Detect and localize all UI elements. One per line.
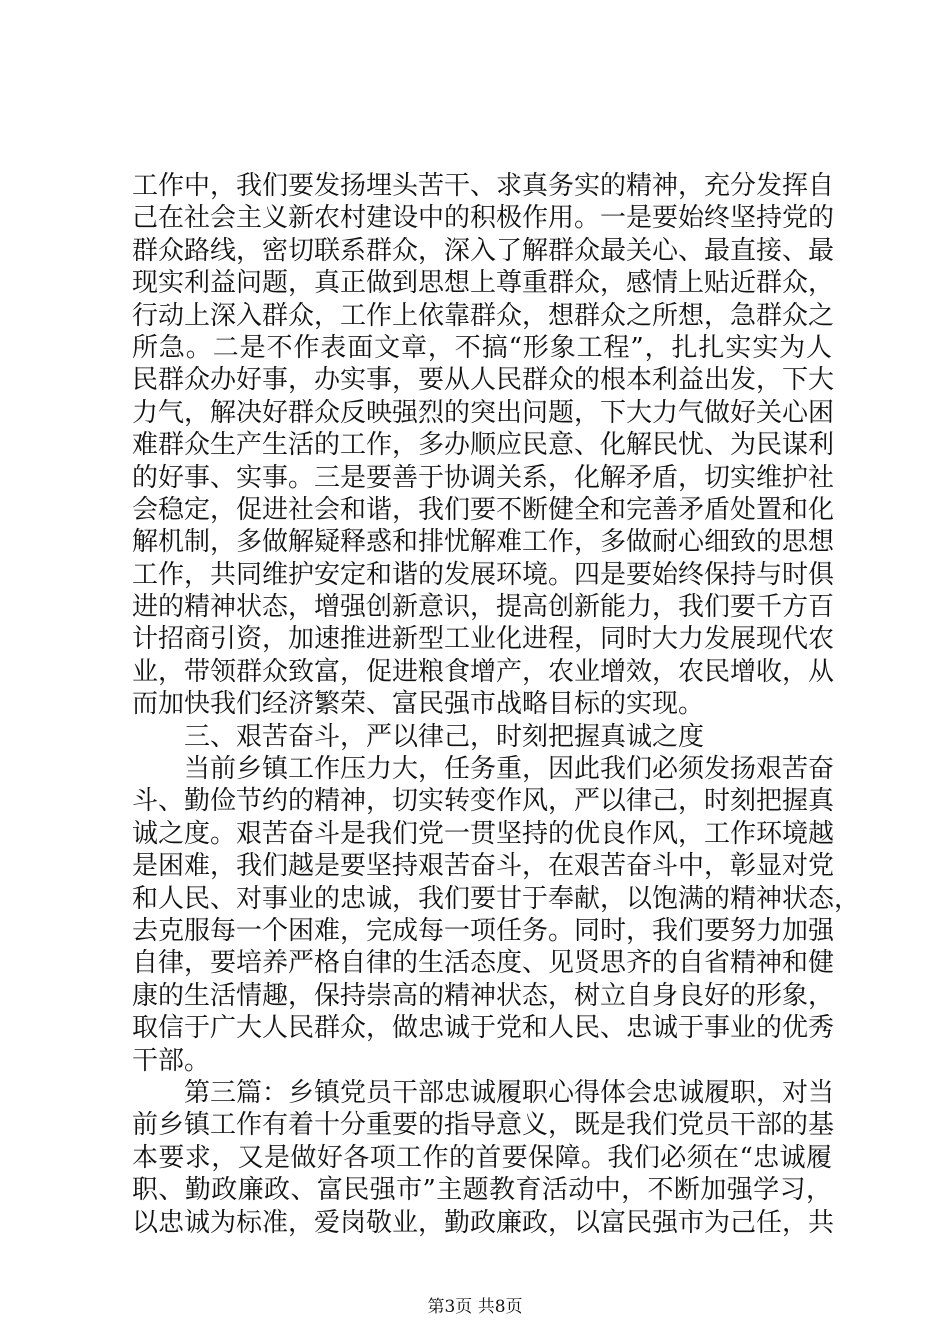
text-line: 斗、勤俭节约的精神，切实转变作风，严以律己，时刻把握真 [132,786,835,817]
text-line: 去克服每一个困难，完成每一项任务。同时，我们要努力加强 [132,915,835,946]
text-line: 所急。二是不作表面文章，不搞“形象工程”，扎扎实实为人 [132,332,832,363]
text-line: 而加快我们经济繁荣、富民强市战略目标的实现。 [132,689,705,720]
text-line: 难群众生产生活的工作，多办顺应民意、化解民忧、为民谋利 [132,430,835,461]
text-line: 三、艰苦奋斗，严以律己，时刻把握真诚之度 [132,721,705,752]
text-line: 前乡镇工作有着十分重要的指导意义，既是我们党员干部的基 [132,1110,835,1141]
text-line: 干部。 [132,1045,211,1076]
text-line: 以忠诚为标准，爱岗敬业，勤政廉政，以富民强市为己任，共 [132,1207,835,1238]
text-line: 会稳定，促进社会和谐，我们要不断健全和完善矛盾处置和化 [132,494,835,525]
text-line: 现实利益问题，真正做到思想上尊重群众，感情上贴近群众， [132,268,835,299]
text-line: 力气，解决好群众反映强烈的突出问题，下大力气做好关心困 [132,397,835,428]
text-line: 当前乡镇工作压力大，任务重，因此我们必须发扬艰苦奋 [132,754,835,785]
text-line: 的好事、实事。三是要善于协调关系，化解矛盾，切实维护社 [132,462,835,493]
text-line: 解机制，多做解疑释惑和排忧解难工作，多做耐心细致的思想 [132,527,835,558]
text-line: 自律，要培养严格自律的生活态度、见贤思齐的自省精神和健 [132,948,835,979]
text-line: 职、勤政廉政、富民强市”主题教育活动中，不断加强学习， [132,1175,832,1206]
text-line: 取信于广大人民群众，做忠诚于党和人民、忠诚于事业的优秀 [132,1013,835,1044]
text-line: 工作中，我们要发扬埋头苦干、求真务实的精神，充分发挥自 [132,171,835,201]
body-text [132,170,861,1239]
text-line: 本要求，又是做好各项工作的首要保障。我们必须在“忠诚履 [132,1142,832,1173]
text-line: 工作，共同维护安定和谐的发展环境。四是要始终保持与时俱 [132,559,835,590]
text-line: 计招商引资，加速推进新型工业化进程，同时大力发展现代农 [132,624,835,655]
text-line: 己在社会主义新农村建设中的积极作用。一是要始终坚持党的 [132,203,835,234]
text-line: 诚之度。艰苦奋斗是我们党一贯坚持的优良作风，工作环境越 [132,818,835,849]
text-line: 民群众办好事，办实事，要从人民群众的根本利益出发，下大 [132,365,835,396]
text-line: 进的精神状态，增强创新意识，提高创新能力，我们要千方百 [132,592,835,623]
page-footer: 第3页 共8页 [427,1297,523,1317]
text-line: 是困难，我们越是要坚持艰苦奋斗，在艰苦奋斗中，彰显对党 [132,851,835,882]
text-line: 群众路线，密切联系群众，深入了解群众最关心、最直接、最 [132,235,835,266]
text-line: 康的生活情趣，保持崇高的精神状态，树立自身良好的形象， [132,980,835,1011]
text-line: 和人民、对事业的忠诚，我们要甘于奉献，以饱满的精神状态， [132,883,861,914]
text-line: 业，带领群众致富，促进粮食增产，农业增效，农民增收，从 [132,656,835,687]
text-line: 行动上深入群众，工作上依靠群众，想群众之所想，急群众之 [132,300,835,331]
text-line: 第三篇：乡镇党员干部忠诚履职心得体会忠诚履职，对当 [132,1077,835,1108]
